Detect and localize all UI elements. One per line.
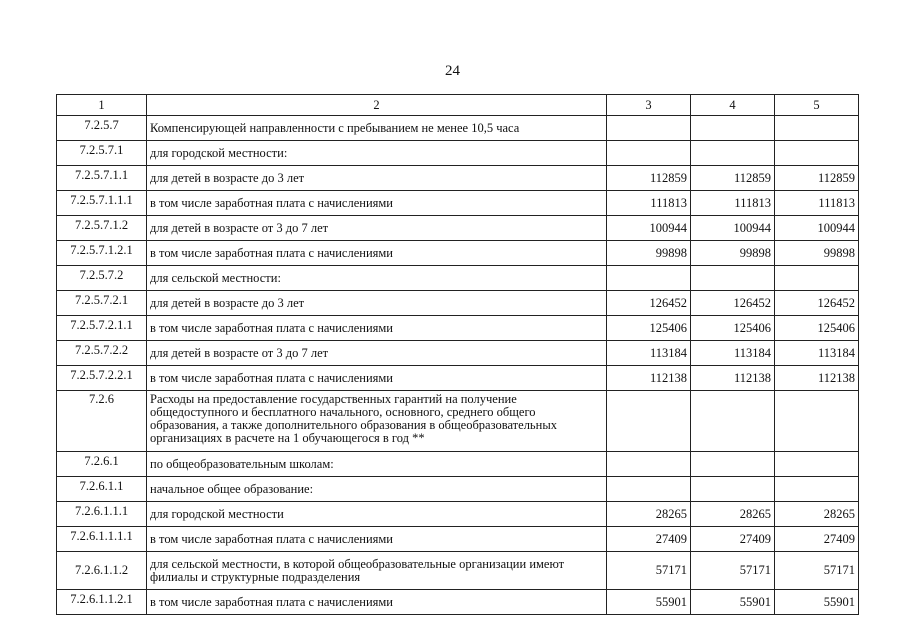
table-row [57, 590, 859, 615]
row-value-col5 [775, 477, 859, 502]
row-code-cell: 7.2.5.7.2 [57, 266, 147, 291]
table-row [57, 452, 859, 477]
row-code-cell: 7.2.5.7.1.1.1 [57, 191, 147, 216]
row-value-col5: 111813 [775, 191, 859, 216]
row-code-cell: 7.2.6 [57, 391, 147, 452]
table-row [57, 291, 859, 316]
data-table [56, 94, 859, 615]
row-description-cell: в том числе заработная плата с начислениями [147, 241, 607, 266]
row-value-col4: 112138 [691, 366, 775, 391]
table-row [57, 241, 859, 266]
row-value-col3 [607, 477, 691, 502]
row-value-col5 [775, 141, 859, 166]
row-code-cell: 7.2.5.7.1 [57, 141, 147, 166]
table-row [57, 166, 859, 191]
row-code-cell: 7.2.6.1 [57, 452, 147, 477]
row-description-cell: по общеобразовательным школам: [147, 452, 607, 477]
row-value-col5: 27409 [775, 527, 859, 552]
row-value-col5 [775, 391, 859, 452]
table-row [57, 216, 859, 241]
row-value-col4: 100944 [691, 216, 775, 241]
row-value-col4: 113184 [691, 341, 775, 366]
column-header-2: 2 [147, 95, 607, 116]
row-value-col5: 55901 [775, 590, 859, 615]
row-value-col3 [607, 452, 691, 477]
row-value-col3 [607, 141, 691, 166]
column-header-5: 5 [775, 95, 859, 116]
row-value-col5: 112859 [775, 166, 859, 191]
row-value-col4: 55901 [691, 590, 775, 615]
row-value-col4 [691, 266, 775, 291]
row-code-cell: 7.2.5.7.2.1 [57, 291, 147, 316]
row-code-cell: 7.2.5.7.1.1 [57, 166, 147, 191]
row-description-cell: для сельской местности: [147, 266, 607, 291]
row-value-col4 [691, 141, 775, 166]
row-value-col5 [775, 452, 859, 477]
row-value-col3: 111813 [607, 191, 691, 216]
table-body [57, 116, 859, 615]
row-value-col4: 28265 [691, 502, 775, 527]
row-description-cell: для детей в возрасте от 3 до 7 лет [147, 341, 607, 366]
table-row [57, 391, 859, 452]
row-value-col4: 99898 [691, 241, 775, 266]
row-value-col4 [691, 391, 775, 452]
row-value-col5: 28265 [775, 502, 859, 527]
row-value-col4 [691, 477, 775, 502]
row-value-col5: 57171 [775, 552, 859, 590]
table-row [57, 116, 859, 141]
row-code-cell: 7.2.6.1.1 [57, 477, 147, 502]
row-value-col4: 112859 [691, 166, 775, 191]
row-value-col3: 27409 [607, 527, 691, 552]
row-value-col3: 100944 [607, 216, 691, 241]
row-description-cell: для сельской местности, в которой общеобразовательные организации имеют филиалы и структурные подразделения [147, 552, 607, 590]
row-description-cell: для детей в возрасте до 3 лет [147, 166, 607, 191]
row-description-cell: в том числе заработная плата с начислениями [147, 316, 607, 341]
row-value-col4 [691, 116, 775, 141]
column-header-3: 3 [607, 95, 691, 116]
table-row [57, 502, 859, 527]
row-code-cell: 7.2.5.7.2.2.1 [57, 366, 147, 391]
table-row [57, 366, 859, 391]
row-value-col3: 57171 [607, 552, 691, 590]
row-value-col5 [775, 116, 859, 141]
row-description-cell: Расходы на предоставление государственных гарантий на получение общедоступного и бесплатного начального, основного, среднего общего образования, а также дополнительного образования в общеобразовательных организациях в расчете на 1 обучающегося в год ** [147, 391, 607, 452]
row-description-cell: в том числе заработная плата с начислениями [147, 527, 607, 552]
row-value-col3: 112859 [607, 166, 691, 191]
row-value-col3 [607, 391, 691, 452]
row-code-cell: 7.2.5.7.1.2 [57, 216, 147, 241]
row-code-cell: 7.2.6.1.1.2 [57, 552, 147, 590]
column-header-4: 4 [691, 95, 775, 116]
row-value-col5: 125406 [775, 316, 859, 341]
table-row [57, 341, 859, 366]
row-value-col4 [691, 452, 775, 477]
row-code-cell: 7.2.5.7.2.1.1 [57, 316, 147, 341]
row-value-col3: 126452 [607, 291, 691, 316]
table-row [57, 266, 859, 291]
table-row [57, 316, 859, 341]
table-row [57, 141, 859, 166]
table-row [57, 191, 859, 216]
row-description-cell: в том числе заработная плата с начислениями [147, 590, 607, 615]
row-value-col4: 57171 [691, 552, 775, 590]
row-value-col3 [607, 266, 691, 291]
row-description-cell: в том числе заработная плата с начислениями [147, 366, 607, 391]
row-value-col4: 125406 [691, 316, 775, 341]
table-row [57, 477, 859, 502]
table-row [57, 552, 859, 590]
row-value-col5: 112138 [775, 366, 859, 391]
row-description-cell: начальное общее образование: [147, 477, 607, 502]
row-description-cell: для городской местности: [147, 141, 607, 166]
row-description-cell: для детей в возрасте до 3 лет [147, 291, 607, 316]
row-description-cell: для городской местности [147, 502, 607, 527]
row-value-col5: 113184 [775, 341, 859, 366]
row-value-col3: 112138 [607, 366, 691, 391]
row-value-col3: 55901 [607, 590, 691, 615]
row-code-cell: 7.2.6.1.1.1.1 [57, 527, 147, 552]
page-number: 24 [445, 63, 460, 79]
row-value-col4: 111813 [691, 191, 775, 216]
column-header-1: 1 [57, 95, 147, 116]
row-value-col5 [775, 266, 859, 291]
row-value-col3: 125406 [607, 316, 691, 341]
row-value-col3: 28265 [607, 502, 691, 527]
row-description-cell: в том числе заработная плата с начислениями [147, 191, 607, 216]
row-code-cell: 7.2.5.7.1.2.1 [57, 241, 147, 266]
header-row [57, 95, 859, 116]
table-row [57, 527, 859, 552]
row-value-col4: 27409 [691, 527, 775, 552]
row-description-cell: Компенсирующей направленности с пребыванием не менее 10,5 часа [147, 116, 607, 141]
row-code-cell: 7.2.6.1.1.1 [57, 502, 147, 527]
row-code-cell: 7.2.6.1.1.2.1 [57, 590, 147, 615]
row-code-cell: 7.2.5.7 [57, 116, 147, 141]
row-code-cell: 7.2.5.7.2.2 [57, 341, 147, 366]
row-value-col5: 99898 [775, 241, 859, 266]
row-value-col5: 126452 [775, 291, 859, 316]
row-description-cell: для детей в возрасте от 3 до 7 лет [147, 216, 607, 241]
row-value-col3: 99898 [607, 241, 691, 266]
row-value-col3: 113184 [607, 341, 691, 366]
row-value-col4: 126452 [691, 291, 775, 316]
row-value-col3 [607, 116, 691, 141]
row-value-col5: 100944 [775, 216, 859, 241]
